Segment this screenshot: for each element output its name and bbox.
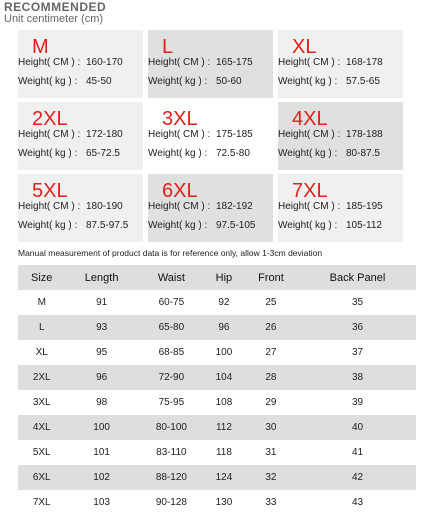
table-cell: 36 bbox=[299, 315, 416, 340]
table-row bbox=[18, 340, 416, 365]
height-label: Height( CM ) : bbox=[148, 129, 211, 140]
weight-label: Weight( kg ) : bbox=[18, 148, 78, 159]
height-value: 165-175 bbox=[216, 57, 253, 68]
table-cell: 40 bbox=[299, 415, 416, 440]
table-cell: 37 bbox=[299, 340, 416, 365]
size-card bbox=[148, 30, 273, 98]
header-title: RECOMMENDED bbox=[4, 0, 107, 14]
weight-value: 87.5-97.5 bbox=[86, 220, 129, 231]
height-label: Height( CM ) : bbox=[148, 57, 211, 68]
height-label: Height( CM ) : bbox=[18, 129, 81, 140]
height-label: Height( CM ) : bbox=[148, 201, 211, 212]
size-card bbox=[278, 30, 403, 98]
weight-value: 80-87.5 bbox=[346, 148, 380, 159]
table-cell: 35 bbox=[299, 290, 416, 315]
table-cell: 91 bbox=[65, 290, 137, 315]
size-card-size: 7XL bbox=[292, 180, 328, 202]
table-cell: 80-100 bbox=[138, 415, 205, 440]
weight-value: 65-72.5 bbox=[86, 148, 120, 159]
height-row bbox=[278, 129, 383, 140]
weight-row bbox=[278, 148, 380, 159]
size-card-size: M bbox=[32, 36, 49, 58]
table-cell: 100 bbox=[205, 340, 243, 365]
table-row bbox=[18, 415, 416, 440]
height-value: 182-192 bbox=[216, 201, 253, 212]
weight-label: Weight( kg ) : bbox=[148, 220, 208, 231]
weight-row bbox=[18, 76, 112, 87]
table-cell: 38 bbox=[299, 365, 416, 390]
height-row bbox=[18, 57, 123, 68]
size-card bbox=[18, 102, 143, 170]
table-cell: 96 bbox=[205, 315, 243, 340]
table-cell: 96 bbox=[65, 365, 137, 390]
height-label: Height( CM ) : bbox=[278, 129, 341, 140]
table-header-row bbox=[18, 265, 416, 290]
size-card bbox=[18, 30, 143, 98]
table-row bbox=[18, 490, 416, 515]
size-card-size: 2XL bbox=[32, 108, 68, 130]
table-cell: 75-95 bbox=[138, 390, 205, 415]
height-value: 160-170 bbox=[86, 57, 123, 68]
table-cell: 68-85 bbox=[138, 340, 205, 365]
table-cell: 65-80 bbox=[138, 315, 205, 340]
height-label: Height( CM ) : bbox=[18, 201, 81, 212]
table-cell: 88-120 bbox=[138, 465, 205, 490]
weight-label: Weight( kg ) : bbox=[18, 76, 78, 87]
weight-row bbox=[148, 76, 242, 87]
measurement-note: Manual measurement of product data is for reference only, allow 1-3cm deviation bbox=[18, 248, 323, 258]
table-cell: 33 bbox=[243, 490, 299, 515]
table-cell: 98 bbox=[65, 390, 137, 415]
col-header-length: Length bbox=[65, 265, 137, 290]
table-cell: 130 bbox=[205, 490, 243, 515]
height-row bbox=[148, 129, 253, 140]
table-cell: 83-110 bbox=[138, 440, 205, 465]
table-cell: 3XL bbox=[18, 390, 65, 415]
table-row bbox=[18, 290, 416, 315]
weight-label: Weight( kg ) : bbox=[18, 220, 78, 231]
col-header-size: Size bbox=[18, 265, 65, 290]
table-cell: 95 bbox=[65, 340, 137, 365]
height-row bbox=[18, 201, 123, 212]
weight-value: 50-60 bbox=[216, 76, 242, 87]
header-subtitle: Unit centimeter (cm) bbox=[4, 13, 104, 25]
table-row bbox=[18, 390, 416, 415]
size-card-size: 6XL bbox=[162, 180, 198, 202]
height-label: Height( CM ) : bbox=[278, 57, 341, 68]
weight-label: Weight( kg ) : bbox=[148, 148, 208, 159]
table-cell: 25 bbox=[243, 290, 299, 315]
height-value: 185-195 bbox=[346, 201, 383, 212]
table-cell: 29 bbox=[243, 390, 299, 415]
weight-row bbox=[148, 148, 250, 159]
table-cell: 90-128 bbox=[138, 490, 205, 515]
weight-row bbox=[18, 220, 129, 231]
table-cell: 4XL bbox=[18, 415, 65, 440]
table-cell: 42 bbox=[299, 465, 416, 490]
weight-value: 57.5-65 bbox=[346, 76, 380, 87]
height-label: Height( CM ) : bbox=[18, 57, 81, 68]
table-cell: 93 bbox=[65, 315, 137, 340]
table-cell: 26 bbox=[243, 315, 299, 340]
table-cell: 2XL bbox=[18, 365, 65, 390]
height-row bbox=[278, 57, 383, 68]
height-value: 180-190 bbox=[86, 201, 123, 212]
weight-label: Weight( kg ) : bbox=[278, 148, 338, 159]
size-card bbox=[18, 174, 143, 242]
table-cell: 104 bbox=[205, 365, 243, 390]
size-card-size: 5XL bbox=[32, 180, 68, 202]
weight-value: 72.5-80 bbox=[216, 148, 250, 159]
size-card-size: XL bbox=[292, 36, 317, 58]
col-header-front: Front bbox=[243, 265, 299, 290]
size-table bbox=[18, 265, 416, 515]
table-cell: 43 bbox=[299, 490, 416, 515]
size-card bbox=[278, 102, 403, 170]
table-row bbox=[18, 365, 416, 390]
height-row bbox=[148, 57, 253, 68]
table-cell: 112 bbox=[205, 415, 243, 440]
table-cell: 100 bbox=[65, 415, 137, 440]
table-row bbox=[18, 465, 416, 490]
table-cell: 101 bbox=[65, 440, 137, 465]
weight-row bbox=[18, 148, 120, 159]
table-row bbox=[18, 440, 416, 465]
table-cell: 108 bbox=[205, 390, 243, 415]
weight-row bbox=[278, 76, 380, 87]
col-header-back-panel: Back Panel bbox=[299, 265, 416, 290]
height-value: 172-180 bbox=[86, 129, 123, 140]
weight-row bbox=[148, 220, 256, 231]
table-cell: 7XL bbox=[18, 490, 65, 515]
size-card-size: 3XL bbox=[162, 108, 198, 130]
table-cell: 5XL bbox=[18, 440, 65, 465]
table-cell: 102 bbox=[65, 465, 137, 490]
table-cell: 39 bbox=[299, 390, 416, 415]
table-cell: 60-75 bbox=[138, 290, 205, 315]
table-cell: 41 bbox=[299, 440, 416, 465]
weight-label: Weight( kg ) : bbox=[278, 220, 338, 231]
table-cell: L bbox=[18, 315, 65, 340]
size-card-size: L bbox=[162, 36, 174, 58]
table-cell: 103 bbox=[65, 490, 137, 515]
table-cell: 27 bbox=[243, 340, 299, 365]
col-header-waist: Waist bbox=[138, 265, 205, 290]
table-cell: M bbox=[18, 290, 65, 315]
table-cell: 72-90 bbox=[138, 365, 205, 390]
table-cell: 92 bbox=[205, 290, 243, 315]
weight-value: 97.5-105 bbox=[216, 220, 256, 231]
table-row bbox=[18, 315, 416, 340]
height-row bbox=[278, 201, 383, 212]
height-label: Height( CM ) : bbox=[278, 201, 341, 212]
table-cell: 32 bbox=[243, 465, 299, 490]
height-value: 168-178 bbox=[346, 57, 383, 68]
table-cell: 28 bbox=[243, 365, 299, 390]
table-cell: 118 bbox=[205, 440, 243, 465]
height-value: 175-185 bbox=[216, 129, 253, 140]
table-cell: 31 bbox=[243, 440, 299, 465]
col-header-hip: Hip bbox=[205, 265, 243, 290]
size-card bbox=[148, 174, 273, 242]
weight-value: 45-50 bbox=[86, 76, 112, 87]
height-row bbox=[148, 201, 253, 212]
weight-label: Weight( kg ) : bbox=[148, 76, 208, 87]
table-cell: 6XL bbox=[18, 465, 65, 490]
table-cell: 124 bbox=[205, 465, 243, 490]
size-card-grid bbox=[18, 30, 427, 247]
table-cell: 30 bbox=[243, 415, 299, 440]
weight-label: Weight( kg ) : bbox=[278, 76, 338, 87]
table-cell: XL bbox=[18, 340, 65, 365]
weight-value: 105-112 bbox=[346, 220, 382, 231]
size-card bbox=[278, 174, 403, 242]
size-card-size: 4XL bbox=[292, 108, 328, 130]
height-row bbox=[18, 129, 123, 140]
weight-row bbox=[278, 220, 382, 231]
height-value: 178-188 bbox=[346, 129, 383, 140]
size-card bbox=[148, 102, 273, 170]
